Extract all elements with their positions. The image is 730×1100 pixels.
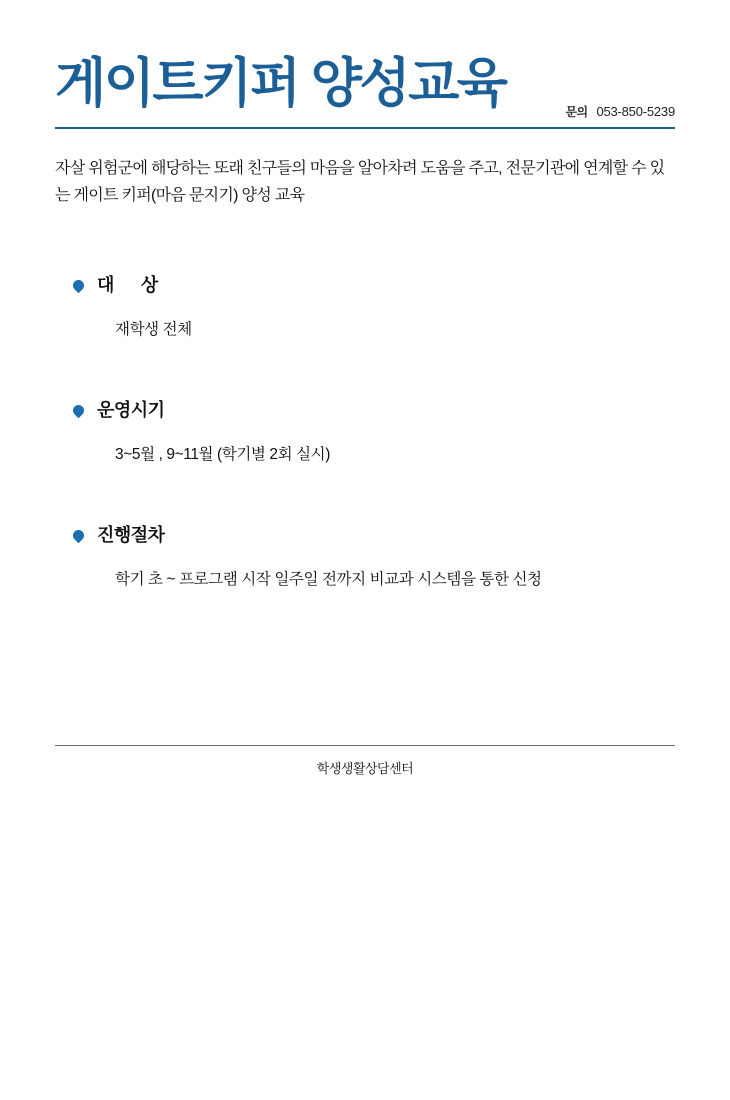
section-list [55,271,675,592]
contact-info [565,103,675,120]
section-schedule [55,396,675,467]
section-body: 학기 초 ~ 프로그램 시작 일주일 전까지 비교과 시스템을 통한 신청 [115,571,542,588]
section-procedure [55,521,675,592]
section-header [73,521,675,547]
page-title: 게이트키퍼 양성교육 [55,54,506,113]
section-header [73,271,675,297]
contact-number: 053-850-5239 [596,104,675,119]
footer-organization: 학생생활상담센터 [316,761,414,776]
bullet-icon [71,277,87,293]
section-body: 재학생 전체 [115,321,192,338]
section-body: 3~5월 , 9~11월 (학기별 2회 실시) [115,446,331,463]
section-title: 대 상 [97,275,158,295]
footer-divider [55,745,675,746]
section-target [55,271,675,342]
header-divider [55,127,675,129]
section-title: 진행절차 [97,525,165,545]
intro-paragraph: 자살 위험군에 해당하는 또래 친구들의 마음을 알아차려 도움을 주고, 전문기관에 연계할 수 있는 게이트 키퍼(마음 문지기) 양성 교육 [55,160,665,204]
section-header [73,396,675,422]
section-title: 운영시기 [97,400,165,420]
document-header [55,52,675,124]
contact-label: 문의 [565,105,588,119]
bullet-icon [71,527,87,543]
bullet-icon [71,402,87,418]
